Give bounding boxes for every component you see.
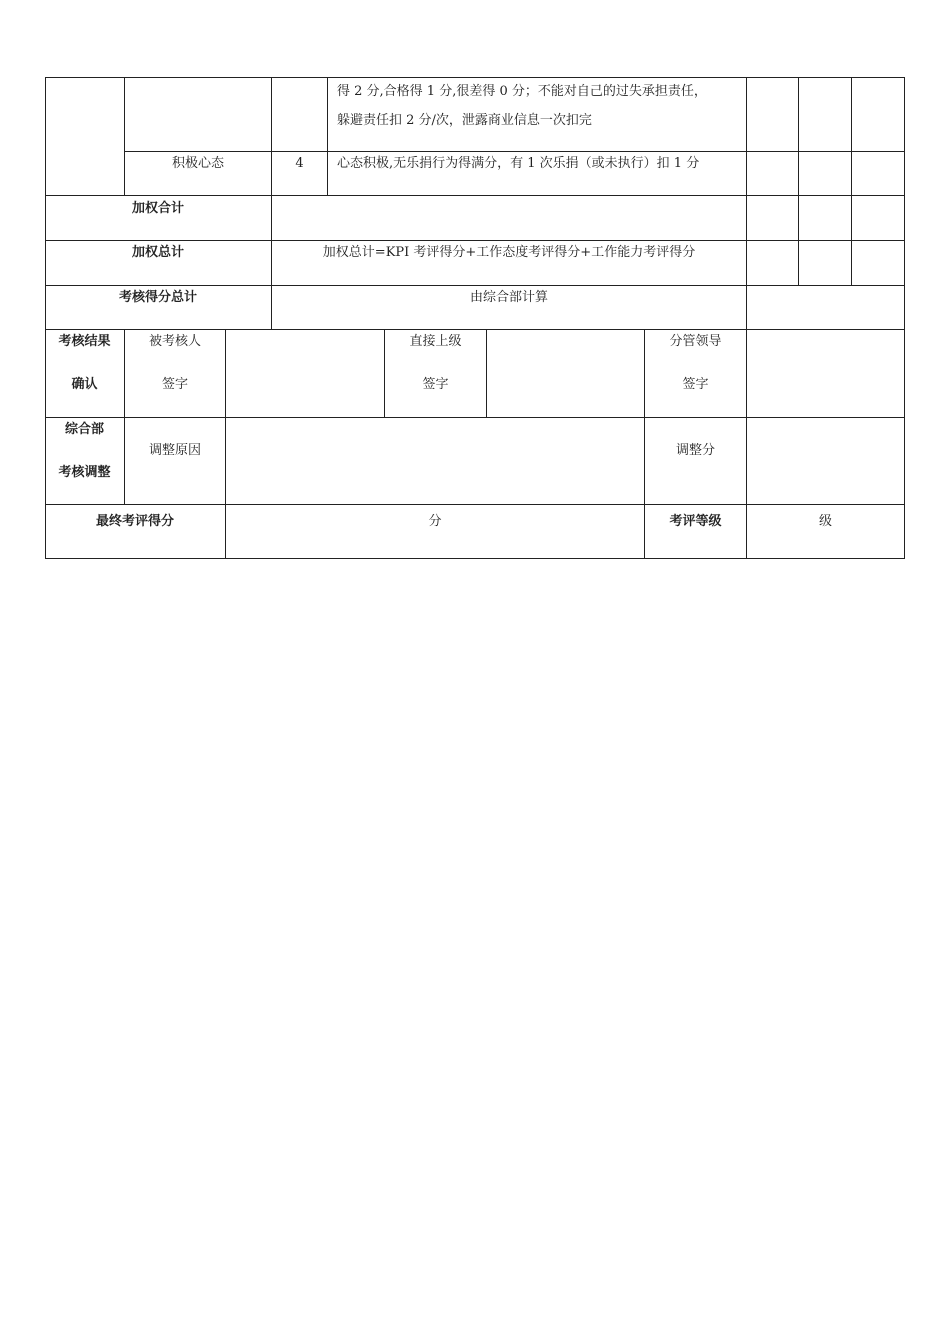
grid-line xyxy=(798,77,799,285)
criteria-text: 躲避责任扣 2 分/次，泄露商业信息一次扣完 xyxy=(337,113,592,128)
grid-line xyxy=(851,77,852,285)
grid-line xyxy=(45,240,905,241)
grid-line xyxy=(45,195,905,196)
grid-line xyxy=(45,77,905,78)
leader-signature-label: 分管领导 xyxy=(669,334,722,349)
leader-signature-field[interactable] xyxy=(747,330,904,417)
grid-line xyxy=(327,77,328,195)
adjust-reason-field[interactable] xyxy=(226,418,644,504)
item-weight: 4 xyxy=(295,156,304,171)
grid-line xyxy=(45,558,905,559)
final-grade-label: 考评等级 xyxy=(669,514,722,529)
superior-signature-field[interactable] xyxy=(487,330,644,417)
assessment-table xyxy=(45,77,905,559)
grid-line xyxy=(124,77,125,195)
score-total-label: 考核得分总计 xyxy=(118,290,197,305)
adjust-score-label: 调整分 xyxy=(675,443,715,458)
superior-signature-label: 直接上级 xyxy=(409,334,462,349)
criteria-text: 心态积极,无乐捐行为得满分，有 1 次乐捐（或未执行）扣 1 分 xyxy=(337,156,700,171)
superior-signature-label: 签字 xyxy=(422,377,449,392)
leader-signature-label: 签字 xyxy=(682,377,709,392)
grid-line xyxy=(45,285,905,286)
adjust-reason-label: 调整原因 xyxy=(148,443,201,458)
final-grade-unit: 级 xyxy=(818,514,832,529)
grid-line xyxy=(124,151,905,152)
confirm-label: 考核结果 xyxy=(58,334,111,349)
adjust-label: 考核调整 xyxy=(58,465,111,480)
score-total-note: 由综合部计算 xyxy=(469,290,548,305)
criteria-text: 得 2 分,合格得 1 分,很差得 0 分；不能对自己的过失承担责任， xyxy=(337,84,707,99)
item-name: 积极心态 xyxy=(171,156,224,171)
grid-line xyxy=(45,504,905,505)
examinee-signature-label: 签字 xyxy=(161,377,188,392)
weighted-sum-label: 加权合计 xyxy=(131,201,184,216)
weighted-total-label: 加权总计 xyxy=(131,245,184,260)
grid-line xyxy=(45,77,46,559)
final-score-label: 最终考评得分 xyxy=(95,514,174,529)
examinee-signature-field[interactable] xyxy=(226,330,384,417)
weighted-total-formula: 加权总计=KPI 考评得分+工作态度考评得分+工作能力考评得分 xyxy=(322,245,696,260)
final-score-unit: 分 xyxy=(428,514,442,529)
adjust-label: 综合部 xyxy=(64,422,104,437)
confirm-label: 确认 xyxy=(71,377,98,392)
grid-line xyxy=(124,329,125,504)
examinee-signature-label: 被考核人 xyxy=(148,334,201,349)
adjust-score-field[interactable] xyxy=(747,418,904,504)
grid-line xyxy=(904,77,905,559)
